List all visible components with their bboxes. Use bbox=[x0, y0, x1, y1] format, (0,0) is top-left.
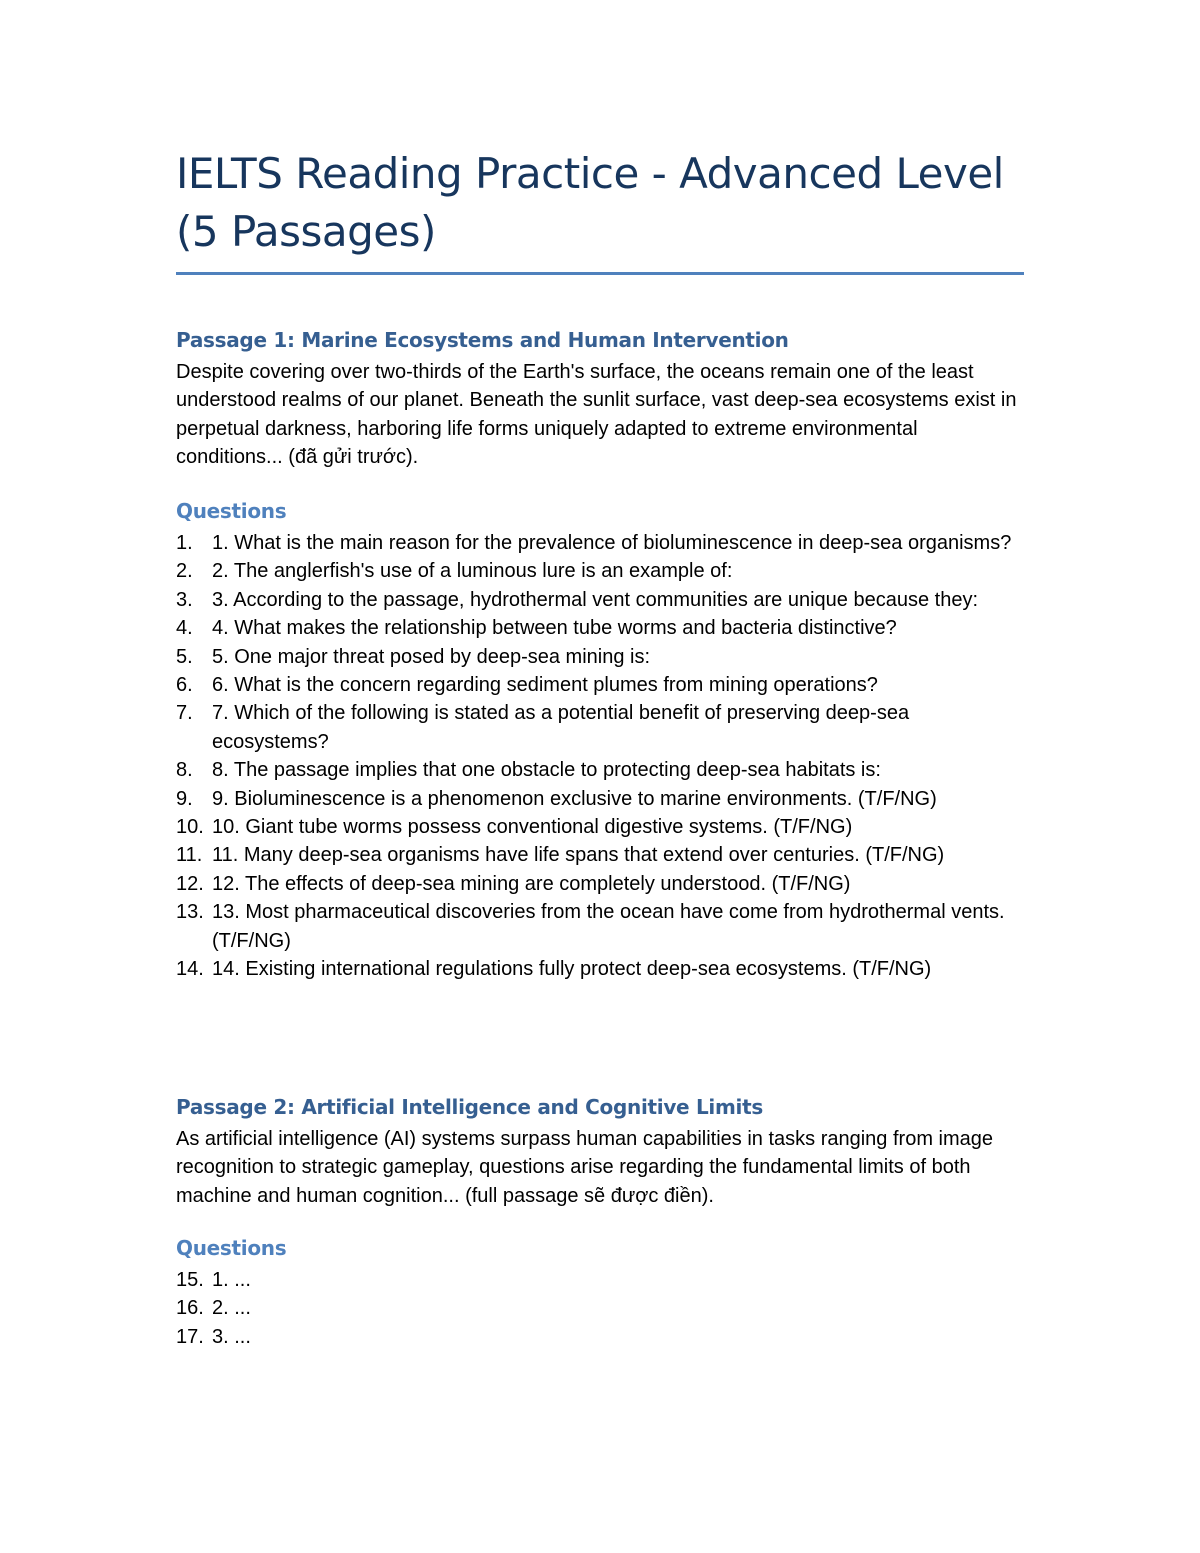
passage-2-question-list bbox=[176, 1266, 1024, 1351]
question-number: 11. bbox=[176, 844, 203, 867]
question-text: 13. Most pharmaceutical discoveries from the ocean have come from hydrothermal vents. (T/F/NG) bbox=[212, 901, 1005, 952]
question-text: 2. The anglerfish's use of a luminous lure is an example of: bbox=[212, 560, 733, 583]
question-item bbox=[176, 614, 1024, 642]
question-item bbox=[176, 870, 1024, 898]
question-number: 2. bbox=[176, 560, 193, 583]
passage-1 bbox=[176, 326, 1024, 472]
question-item bbox=[176, 1323, 1024, 1351]
question-number: 1. bbox=[176, 532, 193, 554]
question-number: 16. bbox=[176, 1297, 204, 1320]
question-number: 12. bbox=[176, 872, 204, 895]
question-item bbox=[176, 671, 1024, 699]
document-title: IELTS Reading Practice - Advanced Level (5 Passages) bbox=[176, 149, 1004, 256]
question-item bbox=[176, 529, 1024, 557]
passage-1-questions bbox=[176, 497, 1024, 984]
question-item bbox=[176, 699, 1024, 756]
question-text: 7. Which of the following is stated as a potential benefit of preserving deep-sea ecosystems? bbox=[212, 702, 910, 753]
question-text: 10. Giant tube worms possess conventional digestive systems. (T/F/NG) bbox=[212, 816, 853, 839]
question-text: 6. What is the concern regarding sediment plumes from mining operations? bbox=[212, 674, 878, 697]
question-text: 4. What makes the relationship between tube worms and bacteria distinctive? bbox=[212, 617, 897, 640]
question-number: 15. bbox=[176, 1269, 204, 1291]
question-text: 12. The effects of deep-sea mining are completely understood. (T/F/NG) bbox=[212, 872, 851, 895]
question-item bbox=[176, 643, 1024, 671]
question-number: 4. bbox=[176, 617, 193, 640]
question-number: 7. bbox=[176, 702, 193, 725]
passage-1-text: Despite covering over two-thirds of the Earth's surface, the oceans remain one of the least understood realms of our planet. Beneath the sunlit surface, vast deep-sea ecosystems exist in perpetual darkness, harboring life forms uniquely adapted to extreme environmental conditions... (đã gửi trước). bbox=[176, 361, 1017, 469]
question-number: 5. bbox=[176, 645, 193, 668]
question-text: 3. ... bbox=[212, 1325, 251, 1348]
question-item bbox=[176, 955, 1024, 983]
passage-2-text: As artificial intelligence (AI) systems surpass human capabilities in tasks ranging from image recognition to strategic gameplay, questions arise regarding the fundamental limits of both machine and human cognition... (full passage sẽ được điền). bbox=[176, 1128, 994, 1207]
question-number: 10. bbox=[176, 816, 204, 839]
passage-1-question-list bbox=[176, 529, 1024, 984]
question-item bbox=[176, 756, 1024, 784]
question-number: 6. bbox=[176, 674, 193, 697]
question-item bbox=[176, 841, 1024, 869]
passage-2 bbox=[176, 1093, 1024, 1210]
question-text: 8. The passage implies that one obstacle to protecting deep-sea habitats is: bbox=[212, 759, 881, 782]
passage-1-heading: Passage 1: Marine Ecosystems and Human Intervention bbox=[176, 328, 789, 352]
question-number: 17. bbox=[176, 1325, 204, 1348]
question-item bbox=[176, 586, 1024, 614]
question-text: 5. One major threat posed by deep-sea mining is: bbox=[212, 645, 651, 668]
question-item bbox=[176, 898, 1024, 955]
question-text: 1. What is the main reason for the prevalence of bioluminescence in deep-sea organisms? bbox=[212, 532, 1012, 554]
question-text: 3. According to the passage, hydrothermal vent communities are unique because they: bbox=[212, 588, 979, 611]
title-underline bbox=[176, 272, 1024, 275]
question-text: 9. Bioluminescence is a phenomenon exclusive to marine environments. (T/F/NG) bbox=[212, 787, 937, 810]
question-text: 2. ... bbox=[212, 1297, 251, 1320]
question-item bbox=[176, 1266, 1024, 1294]
question-item bbox=[176, 813, 1024, 841]
question-number: 13. bbox=[176, 901, 204, 924]
question-item bbox=[176, 557, 1024, 585]
passage-1-questions-heading: Questions bbox=[176, 499, 287, 523]
question-number: 3. bbox=[176, 588, 193, 611]
question-text: 11. Many deep-sea organisms have life spans that extend over centuries. (T/F/NG) bbox=[212, 844, 945, 867]
question-item bbox=[176, 785, 1024, 813]
question-number: 9. bbox=[176, 787, 193, 810]
question-text: 1. ... bbox=[212, 1269, 251, 1291]
question-number: 14. bbox=[176, 958, 204, 981]
passage-2-questions bbox=[176, 1234, 1024, 1351]
question-number: 8. bbox=[176, 759, 193, 782]
question-text: 14. Existing international regulations fully protect deep-sea ecosystems. (T/F/NG) bbox=[212, 958, 932, 981]
passage-2-questions-heading: Questions bbox=[176, 1236, 287, 1260]
passage-2-heading: Passage 2: Artificial Intelligence and Cognitive Limits bbox=[176, 1095, 763, 1119]
question-item bbox=[176, 1294, 1024, 1322]
